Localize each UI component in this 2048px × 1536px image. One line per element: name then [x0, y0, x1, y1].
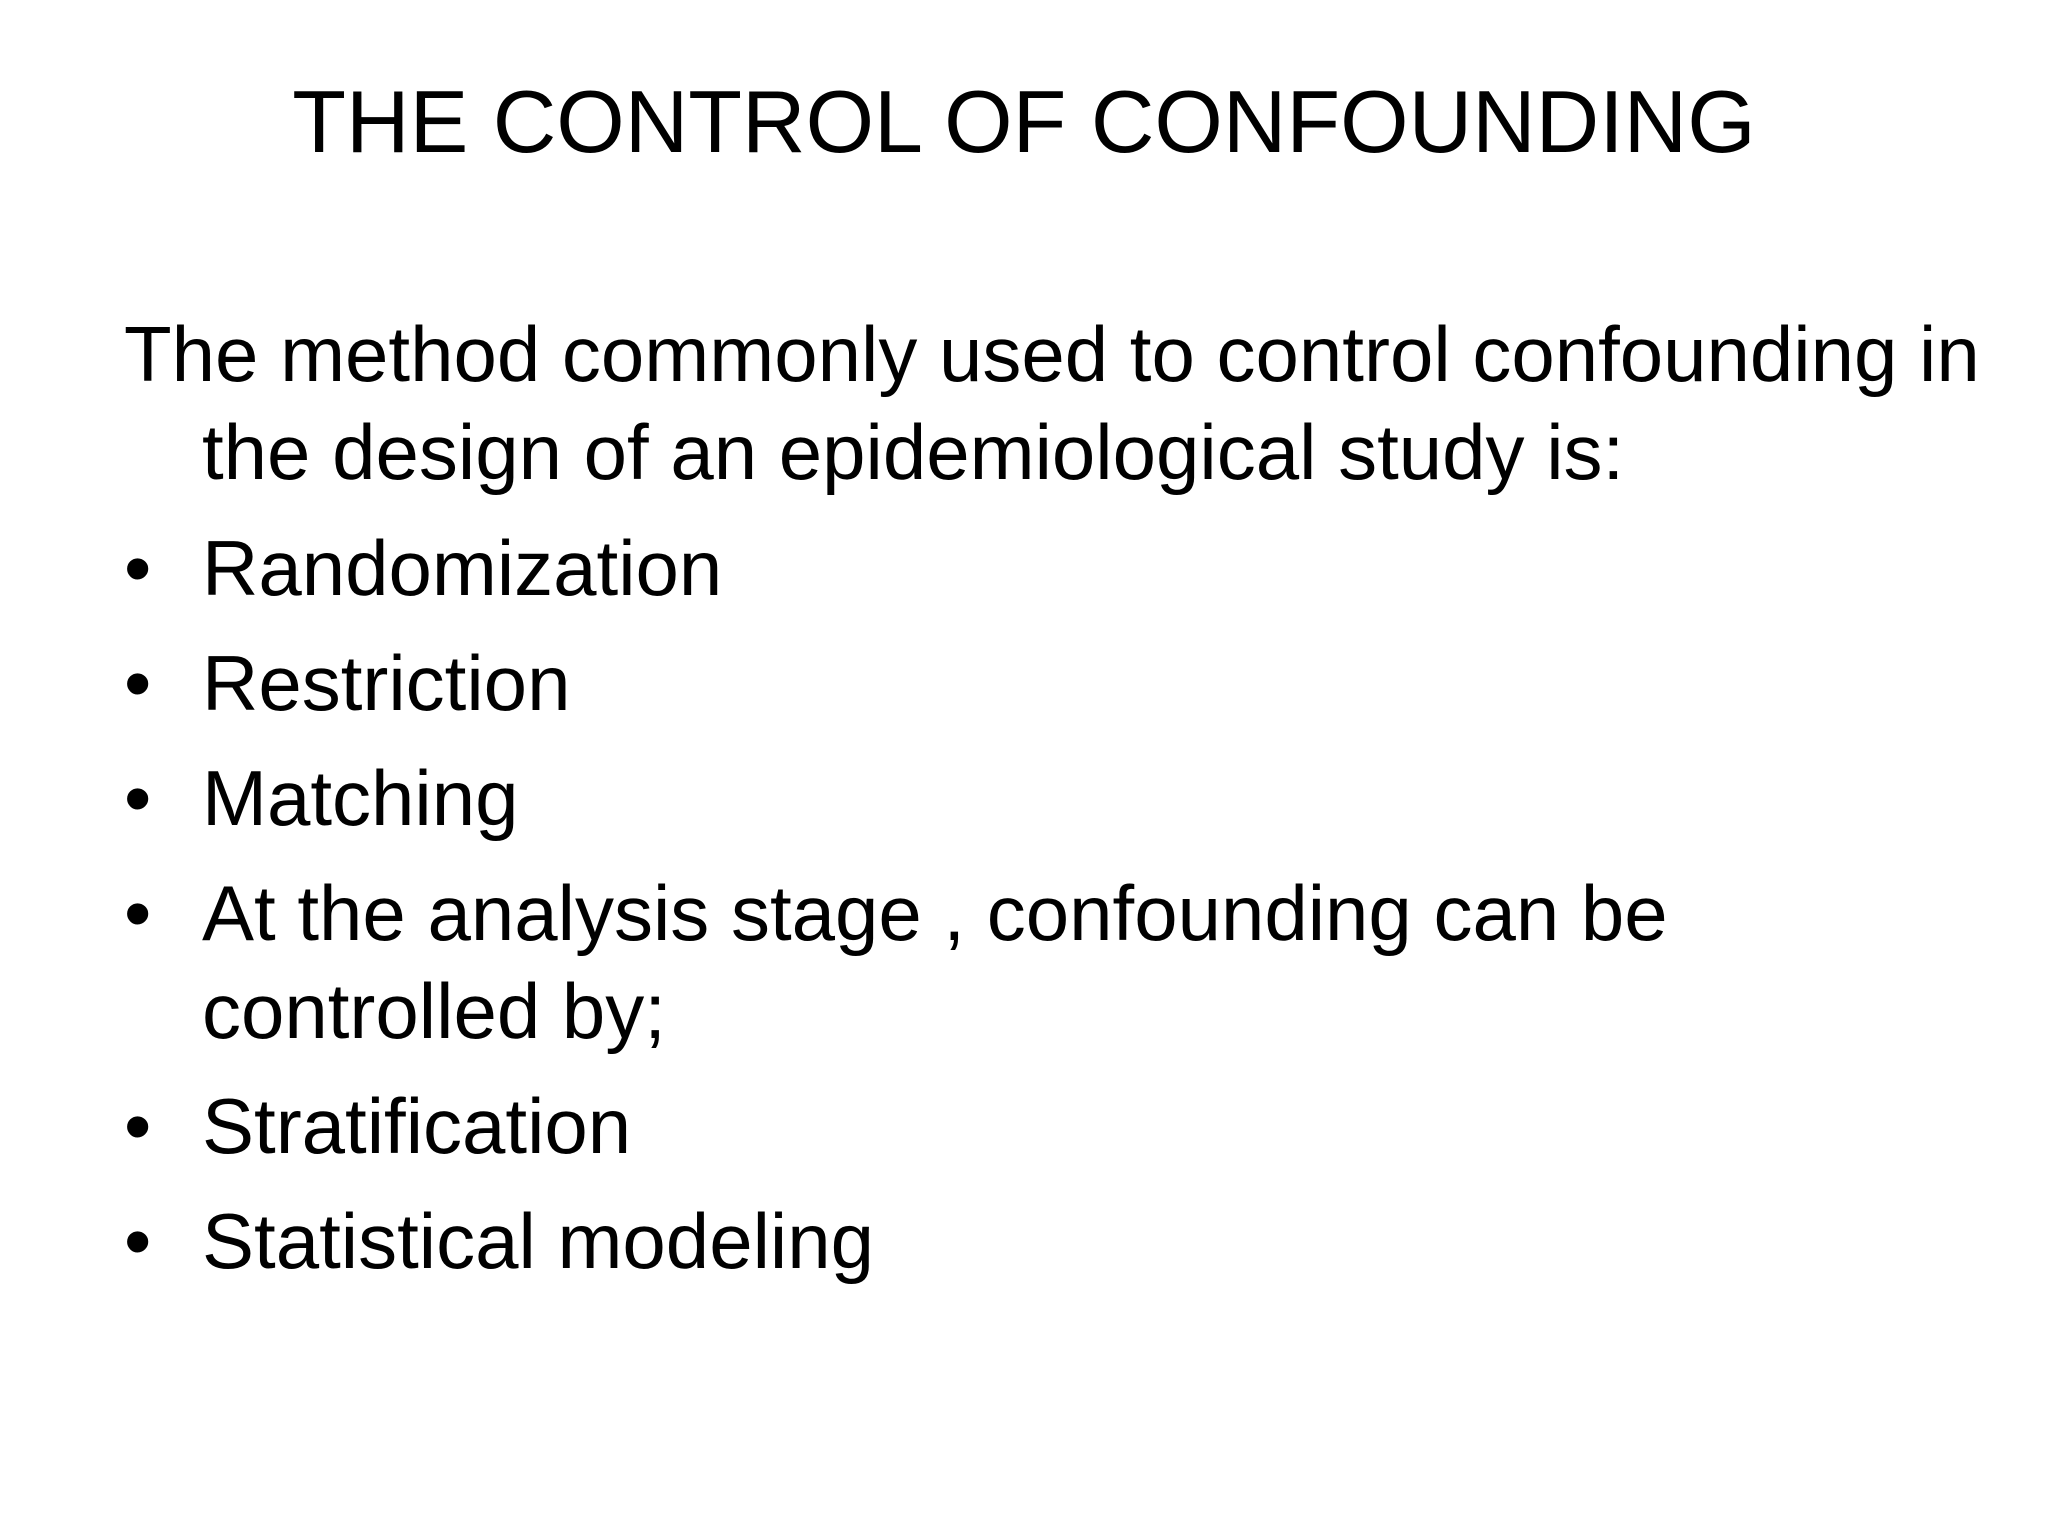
bullet-item-text: Statistical modeling: [202, 1197, 874, 1285]
bullet-item-stratification: [124, 1077, 2004, 1175]
bullet-item-text: Matching: [202, 754, 519, 842]
slide-title: THE CONTROL OF CONFOUNDING: [292, 72, 1756, 171]
intro-paragraph: The method commonly used to control confounding in the design of an epidemiological study is:: [124, 310, 1980, 496]
bullet-icon: •: [124, 754, 152, 842]
bullet-item-text: Restriction: [202, 639, 571, 727]
bullet-icon: •: [124, 524, 152, 612]
bullet-item-statistical-modeling: [124, 1192, 2004, 1290]
bullet-icon: •: [124, 1082, 152, 1170]
slide-body: [124, 305, 2004, 1307]
bullet-item-text: Randomization: [202, 524, 723, 612]
bullet-icon: •: [124, 1197, 152, 1285]
bullet-icon: •: [124, 639, 152, 727]
bullet-icon: •: [124, 869, 152, 957]
bullet-item-randomization: [124, 519, 2004, 617]
bullet-list: [124, 519, 2004, 1290]
bullet-item-text: At the analysis stage , confounding can be controlled by;: [202, 869, 1668, 1055]
bullet-item-restriction: [124, 634, 2004, 732]
bullet-item-text: Stratification: [202, 1082, 632, 1170]
bullet-item-matching: [124, 749, 2004, 847]
bullet-item-analysis-stage: [124, 864, 2004, 1060]
